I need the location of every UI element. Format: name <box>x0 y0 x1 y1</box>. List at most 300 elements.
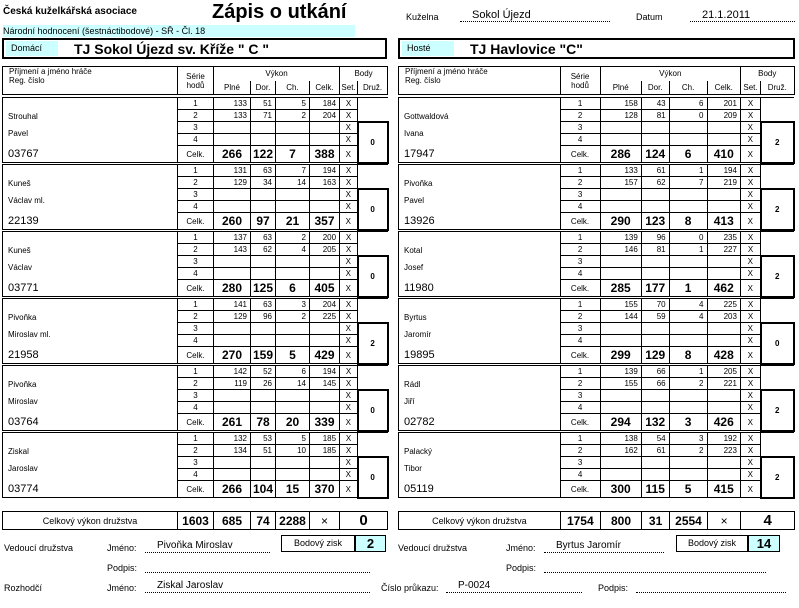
player-points: 2 <box>761 390 794 431</box>
series-value: 157 <box>600 177 641 189</box>
series-row <box>3 122 388 134</box>
series-value: 54 <box>641 433 669 445</box>
set-mark: X <box>340 323 358 335</box>
away-tag: Hosté <box>402 41 454 56</box>
set-mark: X <box>740 232 760 244</box>
series-value: 96 <box>251 311 276 323</box>
home-total-miss: 74 <box>251 512 276 530</box>
series-value: 4 <box>669 311 707 323</box>
player-surname: Kuneš <box>3 232 178 256</box>
series-value: 162 <box>600 445 641 457</box>
series-number: 4 <box>560 469 600 481</box>
series-value: 133 <box>214 110 251 122</box>
series-value <box>214 256 251 268</box>
series-value <box>707 469 740 481</box>
sum-value: 413 <box>707 213 740 230</box>
player-firstname: Václav ml. <box>3 189 178 213</box>
series-number: 3 <box>178 457 214 469</box>
set-mark: X <box>740 402 760 414</box>
series-value <box>641 469 669 481</box>
away-team-name: TJ Havlovice "C" <box>470 41 583 57</box>
series-value: 145 <box>310 378 340 390</box>
set-mark: X <box>740 347 760 364</box>
header-total: Celk. <box>310 81 340 95</box>
series-value: 131 <box>214 165 251 177</box>
player-firstname: Jiří <box>399 390 561 414</box>
sum-value: 8 <box>669 213 707 230</box>
sum-value: 405 <box>310 280 340 297</box>
series-value <box>310 189 340 201</box>
series-row <box>3 433 388 445</box>
series-number: 2 <box>178 177 214 189</box>
away-total-full: 1754 <box>560 512 600 530</box>
series-value: 63 <box>251 232 276 244</box>
series-value: 200 <box>310 232 340 244</box>
series-value <box>276 201 310 213</box>
away-leader-name: Byrtus Jaromír <box>544 540 664 553</box>
series-value: 63 <box>251 165 276 177</box>
set-mark: X <box>340 201 358 213</box>
sum-value: 410 <box>707 146 740 163</box>
series-row <box>399 390 795 402</box>
series-value <box>310 457 340 469</box>
sum-value: 266 <box>214 146 251 163</box>
series-number: 1 <box>560 232 600 244</box>
player-firstname: Tibor <box>399 457 561 481</box>
series-row <box>3 232 388 244</box>
home-total-points: 0 <box>340 512 388 530</box>
series-value: 185 <box>310 433 340 445</box>
set-mark: X <box>340 433 358 445</box>
player-firstname: Miroslav ml. <box>3 323 178 347</box>
series-value <box>276 390 310 402</box>
player-sum-row <box>3 146 388 163</box>
header-clear: Dor. <box>251 81 276 95</box>
sum-value: 357 <box>310 213 340 230</box>
set-mark: X <box>340 213 358 230</box>
sum-value: 5 <box>669 481 707 498</box>
player-sum-row <box>3 481 388 498</box>
set-mark: X <box>740 244 760 256</box>
sum-value: 1 <box>669 280 707 297</box>
player-sum-row <box>399 146 795 163</box>
header-full: Plné <box>600 81 641 95</box>
sum-value: 159 <box>251 347 276 364</box>
player-surname: Gottwaldová <box>399 98 561 122</box>
player-surname: Palacký <box>399 433 561 457</box>
series-row <box>3 98 388 110</box>
series-number: 2 <box>178 311 214 323</box>
home-leader-name-label: Jméno: <box>107 543 137 553</box>
set-mark: X <box>740 213 760 230</box>
series-value <box>600 256 641 268</box>
set-mark: X <box>340 402 358 414</box>
series-value <box>276 457 310 469</box>
away-points-label: Bodový zisk <box>676 535 748 552</box>
series-value <box>707 189 740 201</box>
series-value <box>214 469 251 481</box>
series-row <box>3 457 388 469</box>
series-value <box>214 323 251 335</box>
home-team-name: TJ Sokol Újezd sv. Kříže " C " <box>74 41 270 57</box>
series-value: 81 <box>641 110 669 122</box>
player-reg-number: 03771 <box>3 280 178 297</box>
series-value: 2 <box>669 445 707 457</box>
sum-value: 300 <box>600 481 641 498</box>
series-number: 3 <box>178 390 214 402</box>
sum-value: 270 <box>214 347 251 364</box>
series-value <box>707 390 740 402</box>
series-row <box>3 189 388 201</box>
series-value <box>251 323 276 335</box>
series-value: 119 <box>214 378 251 390</box>
series-value: 59 <box>641 311 669 323</box>
series-value: 14 <box>276 378 310 390</box>
series-value <box>641 390 669 402</box>
player-surname: Pivoňka <box>399 165 561 189</box>
series-row <box>399 299 795 311</box>
series-number: 4 <box>560 134 600 146</box>
set-mark: X <box>340 445 358 457</box>
series-value: 10 <box>276 445 310 457</box>
header-team: Druž. <box>358 81 388 95</box>
series-number: 1 <box>178 366 214 378</box>
series-value <box>600 457 641 469</box>
set-mark: X <box>740 311 760 323</box>
series-value <box>707 335 740 347</box>
set-mark: X <box>740 146 760 163</box>
series-value: 144 <box>600 311 641 323</box>
set-mark: X <box>340 481 358 498</box>
series-value <box>310 402 340 414</box>
home-total-sum: 2288 <box>276 512 310 530</box>
series-value <box>669 122 707 134</box>
player-reg-number: 02782 <box>399 414 561 431</box>
series-value <box>669 189 707 201</box>
set-mark: X <box>740 134 760 146</box>
series-value: 129 <box>214 311 251 323</box>
set-mark: X <box>340 378 358 390</box>
series-value: 62 <box>251 244 276 256</box>
lane-value: Sokol Újezd <box>460 9 610 22</box>
set-mark: X <box>740 469 760 481</box>
set-mark: X <box>340 414 358 431</box>
set-mark: X <box>340 110 358 122</box>
sum-value: 261 <box>214 414 251 431</box>
player-points: 0 <box>358 189 388 230</box>
referee-name-label: Jméno: <box>107 583 137 593</box>
set-mark: X <box>740 323 760 335</box>
series-value <box>641 268 669 280</box>
set-mark: X <box>740 98 760 110</box>
away-points-value: 14 <box>748 535 780 552</box>
sum-label: Celk. <box>560 213 600 230</box>
series-row <box>399 189 795 201</box>
series-value <box>669 323 707 335</box>
series-value: 146 <box>600 244 641 256</box>
player-sum-row <box>399 280 795 297</box>
player-points: 0 <box>358 122 388 163</box>
player-firstname: Pavel <box>3 122 178 146</box>
series-value <box>600 323 641 335</box>
series-value <box>310 268 340 280</box>
series-value: 6 <box>276 366 310 378</box>
home-total-label: Celkový výkon družstva <box>3 512 178 530</box>
sum-value: 280 <box>214 280 251 297</box>
away-team-header <box>398 38 795 59</box>
set-mark: X <box>740 256 760 268</box>
series-value: 137 <box>214 232 251 244</box>
set-mark: X <box>340 189 358 201</box>
series-value: 6 <box>669 98 707 110</box>
player-reg-number: 11980 <box>399 280 561 297</box>
header-team: Druž. <box>761 81 794 95</box>
rating-subtitle: Národní hodnocení (šestnáctibodové) - SŘ - Čl. 18 <box>3 25 355 37</box>
sum-value: 415 <box>707 481 740 498</box>
player-firstname: Václav <box>3 256 178 280</box>
sum-value: 123 <box>641 213 669 230</box>
series-value <box>251 189 276 201</box>
series-value: 203 <box>707 311 740 323</box>
series-value: 204 <box>310 299 340 311</box>
header-performance: Výkon <box>214 67 340 81</box>
sum-value: 20 <box>276 414 310 431</box>
series-row <box>399 457 795 469</box>
series-value <box>707 256 740 268</box>
series-value <box>600 122 641 134</box>
player-surname: Pivoňka <box>3 366 178 390</box>
series-value: 3 <box>669 433 707 445</box>
series-value: 134 <box>214 445 251 457</box>
header-series: Série hodů <box>560 67 600 95</box>
set-mark: X <box>740 378 760 390</box>
series-row <box>3 299 388 311</box>
set-mark: X <box>340 299 358 311</box>
set-mark: X <box>740 414 760 431</box>
series-number: 3 <box>560 122 600 134</box>
series-value <box>276 256 310 268</box>
series-value <box>276 335 310 347</box>
player-sum-row <box>399 213 795 230</box>
series-number: 2 <box>560 445 600 457</box>
sum-value: 8 <box>669 347 707 364</box>
player-reg-number: 17947 <box>399 146 561 163</box>
sum-value: 78 <box>251 414 276 431</box>
series-value: 4 <box>276 244 310 256</box>
set-mark: X <box>340 98 358 110</box>
sum-value: 7 <box>276 146 310 163</box>
player-surname: Strouhal <box>3 98 178 122</box>
series-value: 66 <box>641 378 669 390</box>
sum-value: 428 <box>707 347 740 364</box>
series-number: 4 <box>560 402 600 414</box>
sum-label: Celk. <box>560 481 600 498</box>
player-reg-number: 22139 <box>3 213 178 230</box>
series-value <box>251 335 276 347</box>
date-label: Datum <box>636 12 663 22</box>
set-mark: X <box>340 457 358 469</box>
series-value: 5 <box>276 98 310 110</box>
series-value: 81 <box>641 244 669 256</box>
series-value: 66 <box>641 366 669 378</box>
series-value <box>707 402 740 414</box>
series-value <box>669 268 707 280</box>
series-value <box>214 122 251 134</box>
series-value <box>310 469 340 481</box>
series-value: 227 <box>707 244 740 256</box>
series-value <box>310 201 340 213</box>
series-value: 71 <box>251 110 276 122</box>
series-number: 4 <box>560 335 600 347</box>
series-value <box>600 268 641 280</box>
sum-value: 6 <box>276 280 310 297</box>
series-value <box>310 134 340 146</box>
series-value <box>669 457 707 469</box>
series-value: 1 <box>669 366 707 378</box>
series-value <box>669 201 707 213</box>
series-value <box>251 256 276 268</box>
series-value <box>669 402 707 414</box>
header-points: Body <box>740 67 794 81</box>
series-row <box>399 165 795 177</box>
series-number: 4 <box>560 268 600 280</box>
header-points: Body <box>340 67 388 81</box>
page-title: Zápis o utkání <box>212 1 347 23</box>
series-number: 4 <box>560 201 600 213</box>
sum-value: 6 <box>669 146 707 163</box>
series-row <box>3 256 388 268</box>
series-value <box>251 457 276 469</box>
player-points: 2 <box>761 189 794 230</box>
series-value: 184 <box>310 98 340 110</box>
away-leader-name-label: Jméno: <box>506 543 536 553</box>
series-value <box>276 122 310 134</box>
series-value: 209 <box>707 110 740 122</box>
series-value: 192 <box>707 433 740 445</box>
series-number: 3 <box>178 256 214 268</box>
series-value <box>251 134 276 146</box>
series-value: 163 <box>310 177 340 189</box>
series-number: 3 <box>560 323 600 335</box>
header-miss: Ch. <box>669 81 707 95</box>
series-value: 141 <box>214 299 251 311</box>
player-surname: Ziskal <box>3 433 178 457</box>
series-number: 2 <box>560 378 600 390</box>
set-mark: X <box>340 122 358 134</box>
series-value: 14 <box>276 177 310 189</box>
set-mark: X <box>740 122 760 134</box>
series-number: 2 <box>178 378 214 390</box>
home-player-table <box>2 66 389 499</box>
set-mark: X <box>340 311 358 323</box>
set-mark: X <box>740 481 760 498</box>
series-value <box>600 134 641 146</box>
series-value: 1 <box>669 165 707 177</box>
series-number: 4 <box>178 268 214 280</box>
series-value <box>276 268 310 280</box>
series-value <box>707 323 740 335</box>
series-value: 133 <box>600 165 641 177</box>
away-signature-line <box>544 560 766 573</box>
player-sum-row <box>399 347 795 364</box>
header-performance: Výkon <box>600 67 740 81</box>
series-row <box>399 256 795 268</box>
series-value: 51 <box>251 98 276 110</box>
sum-label: Celk. <box>560 347 600 364</box>
sum-value: 132 <box>641 414 669 431</box>
sum-value: 429 <box>310 347 340 364</box>
player-sum-row <box>399 481 795 498</box>
sum-value: 294 <box>600 414 641 431</box>
sum-value: 266 <box>214 481 251 498</box>
series-value <box>214 402 251 414</box>
series-value: 158 <box>600 98 641 110</box>
series-value: 63 <box>251 299 276 311</box>
set-mark: X <box>740 165 760 177</box>
sum-value: 5 <box>276 347 310 364</box>
series-value <box>707 268 740 280</box>
series-number: 3 <box>178 122 214 134</box>
player-firstname: Jaromír <box>399 323 561 347</box>
series-number: 1 <box>178 433 214 445</box>
set-mark: X <box>740 201 760 213</box>
series-value <box>214 335 251 347</box>
player-points: 0 <box>761 323 794 364</box>
set-mark: X <box>740 268 760 280</box>
player-sum-row <box>399 414 795 431</box>
series-value: 142 <box>214 366 251 378</box>
sum-label: Celk. <box>178 280 214 297</box>
series-value <box>276 189 310 201</box>
series-number: 1 <box>560 165 600 177</box>
sum-value: 21 <box>276 213 310 230</box>
series-number: 3 <box>560 390 600 402</box>
series-value: 205 <box>707 366 740 378</box>
series-value: 1 <box>669 244 707 256</box>
player-sum-row <box>3 280 388 297</box>
series-value <box>707 134 740 146</box>
series-value: 155 <box>600 299 641 311</box>
series-value: 155 <box>600 378 641 390</box>
home-total-full: 1603 <box>178 512 214 530</box>
series-value: 62 <box>641 177 669 189</box>
series-value <box>310 390 340 402</box>
home-team-header <box>2 38 387 59</box>
series-value <box>310 323 340 335</box>
sum-value: 122 <box>251 146 276 163</box>
sum-value: 115 <box>641 481 669 498</box>
series-value <box>641 134 669 146</box>
series-value <box>641 323 669 335</box>
series-number: 1 <box>178 165 214 177</box>
series-value <box>214 189 251 201</box>
set-mark: X <box>740 299 760 311</box>
player-points: 0 <box>358 390 388 431</box>
series-value <box>214 134 251 146</box>
home-total-clear: 685 <box>214 512 251 530</box>
set-mark: X <box>340 256 358 268</box>
home-totals-row <box>2 511 388 530</box>
header-player: Příjmení a jméno hráče Reg. číslo <box>3 67 178 95</box>
player-reg-number: 03774 <box>3 481 178 498</box>
series-row <box>399 366 795 378</box>
away-total-label: Celkový výkon družstva <box>399 512 561 530</box>
series-value: 185 <box>310 445 340 457</box>
series-value <box>669 335 707 347</box>
series-value: 219 <box>707 177 740 189</box>
away-leader-label: Vedoucí družstva <box>398 543 468 553</box>
series-value: 43 <box>641 98 669 110</box>
